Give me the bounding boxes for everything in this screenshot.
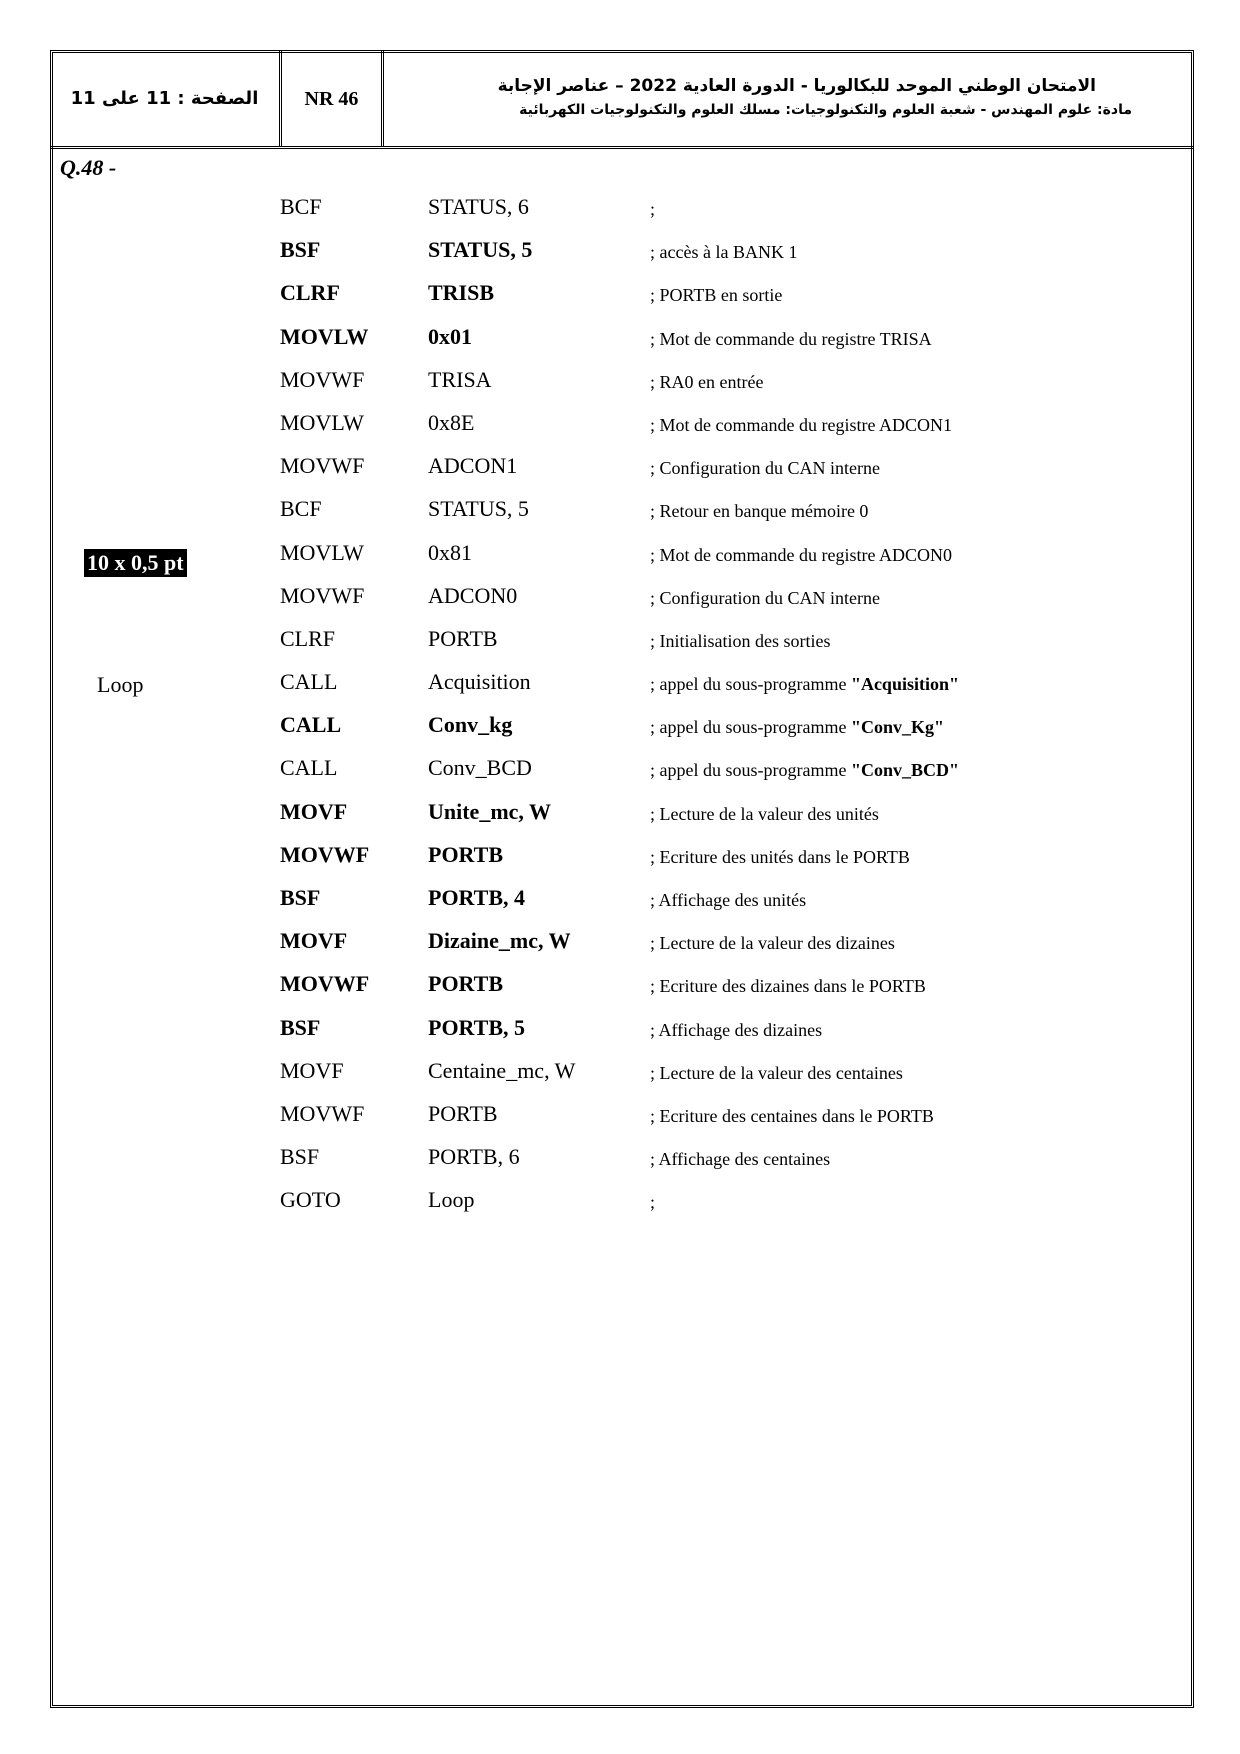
instruction-comment xyxy=(650,500,868,522)
page-number: الصفحة : 11 على 11 xyxy=(70,88,259,109)
instruction-comment xyxy=(650,241,797,263)
instruction-mnemonic: CLRF xyxy=(280,625,336,651)
instruction-comment xyxy=(650,1148,830,1170)
comment-text: ; Affichage des dizaines xyxy=(650,1019,823,1040)
code-line xyxy=(0,194,1240,237)
assembly-listing xyxy=(0,194,1240,1231)
instruction-comment xyxy=(650,1019,822,1041)
comment-text: ; xyxy=(650,1192,656,1213)
code-line xyxy=(0,755,1240,798)
exam-title: الامتحان الوطني الموحد للبكالوريا - الدورة العادية 2022 – عناصر الإجابة xyxy=(497,76,1096,96)
comment-text: ; RA0 en entrée xyxy=(650,371,764,392)
comment-text: ; Configuration du CAN interne xyxy=(650,587,880,608)
instruction-mnemonic: BCF xyxy=(280,194,322,219)
instruction-comment xyxy=(650,673,959,695)
instruction-operand: Dizaine_mc, W xyxy=(428,928,571,954)
instruction-operand: PORTB xyxy=(428,971,504,997)
instruction-mnemonic: BSF xyxy=(280,885,321,910)
code-line xyxy=(0,626,1240,669)
code-line xyxy=(0,453,1240,496)
code-line xyxy=(0,496,1240,539)
instruction-mnemonic: MOVWF xyxy=(280,1100,365,1126)
instruction-comment xyxy=(650,846,910,868)
instruction-mnemonic: MOVWF xyxy=(280,453,365,479)
code-line xyxy=(0,410,1240,453)
comment-text: ; Ecriture des dizaines dans le PORTB xyxy=(650,976,926,997)
instruction-mnemonic: BCF xyxy=(280,496,322,522)
comment-text: ; appel du sous-programme xyxy=(650,674,851,695)
instruction-operand: PORTB xyxy=(428,1100,498,1126)
instruction-mnemonic: CLRF xyxy=(280,280,340,306)
code-line xyxy=(0,842,1240,885)
code-line xyxy=(0,1144,1240,1187)
instruction-comment xyxy=(650,889,806,911)
instruction-comment xyxy=(650,932,895,954)
instruction-mnemonic: MOVLW xyxy=(280,539,364,565)
comment-text: ; Ecriture des centaines dans le PORTB xyxy=(650,1105,934,1126)
instruction-operand: 0x01 xyxy=(428,323,472,349)
comment-subroutine-name: "Conv_BCD" xyxy=(850,760,959,781)
instruction-operand: STATUS, 6 xyxy=(428,194,529,219)
instruction-mnemonic: MOVF xyxy=(280,798,348,824)
instruction-mnemonic: MOVWF xyxy=(280,366,365,392)
header xyxy=(50,50,1194,149)
instruction-comment xyxy=(650,587,880,609)
comment-text: ; PORTB en sortie xyxy=(650,285,783,306)
instruction-mnemonic: MOVLW xyxy=(280,409,364,435)
comment-text: ; Configuration du CAN interne xyxy=(650,458,880,479)
code-line xyxy=(0,1015,1240,1058)
instruction-operand: ADCON0 xyxy=(428,582,518,608)
comment-text: ; appel du sous-programme xyxy=(650,760,851,781)
instruction-mnemonic: BSF xyxy=(280,1144,320,1170)
instruction-operand: STATUS, 5 xyxy=(428,496,529,522)
instruction-operand: Acquisition xyxy=(428,669,531,695)
instruction-comment xyxy=(650,1062,903,1084)
comment-text: ; Initialisation des sorties xyxy=(650,630,831,651)
code-line xyxy=(0,280,1240,323)
instruction-operand: Unite_mc, W xyxy=(428,798,552,824)
instruction-operand: PORTB, 5 xyxy=(428,1014,526,1040)
instruction-operand: PORTB, 4 xyxy=(428,885,526,910)
comment-text: ; accès à la BANK 1 xyxy=(650,242,798,263)
instruction-comment xyxy=(650,198,655,220)
instruction-mnemonic: MOVWF xyxy=(280,841,370,867)
instruction-operand: STATUS, 5 xyxy=(428,237,533,263)
code-line xyxy=(0,237,1240,280)
code-line xyxy=(0,669,1240,712)
header-title-cell xyxy=(384,50,1194,146)
instruction-comment xyxy=(650,457,880,479)
comment-text: ; Lecture de la valeur des centaines xyxy=(650,1062,903,1083)
instruction-mnemonic: GOTO xyxy=(280,1187,341,1213)
comment-text: ; Lecture de la valeur des dizaines xyxy=(650,933,895,954)
instruction-operand: 0x81 xyxy=(428,539,472,565)
code-line xyxy=(0,324,1240,367)
instruction-mnemonic: MOVF xyxy=(280,1057,344,1083)
comment-text: ; Affichage des centaines xyxy=(650,1149,831,1170)
exam-subject: مادة: علوم المهندس - شعبة العلوم والتكنولوجيات: مسلك العلوم والتكنولوجيات الكهربائية xyxy=(519,102,1132,118)
code-line xyxy=(0,928,1240,971)
instruction-operand: PORTB xyxy=(428,841,504,867)
comment-text: ; appel du sous-programme xyxy=(650,717,851,738)
instruction-mnemonic: MOVWF xyxy=(280,971,370,997)
instruction-comment xyxy=(650,414,952,436)
comment-text: ; Retour en banque mémoire 0 xyxy=(650,501,869,522)
instruction-operand: Centaine_mc, W xyxy=(428,1057,576,1083)
instruction-comment xyxy=(650,975,926,997)
instruction-mnemonic: CALL xyxy=(280,755,338,781)
instruction-mnemonic: MOVF xyxy=(280,928,348,954)
loop-label: Loop xyxy=(97,672,144,697)
instruction-mnemonic: BSF xyxy=(280,1014,321,1040)
code-line xyxy=(0,885,1240,928)
instruction-comment xyxy=(650,759,959,781)
code-line xyxy=(0,1101,1240,1144)
score-badge: 10 x 0,5 pt xyxy=(84,549,187,577)
instruction-operand: 0x8E xyxy=(428,409,475,435)
instruction-operand: TRISB xyxy=(428,280,495,306)
question-label: Q.48 - xyxy=(60,155,117,180)
comment-text: ; Mot de commande du registre TRISA xyxy=(650,328,932,349)
instruction-mnemonic: CALL xyxy=(280,712,342,738)
comment-text: ; xyxy=(650,199,656,219)
instruction-comment xyxy=(650,803,879,825)
comment-text: ; Mot de commande du registre ADCON0 xyxy=(650,544,952,565)
instruction-operand: Conv_BCD xyxy=(428,755,532,781)
instruction-operand: Conv_kg xyxy=(428,712,513,738)
instruction-operand: Loop xyxy=(428,1187,475,1213)
comment-text: ; Ecriture des unités dans le PORTB xyxy=(650,846,910,867)
instruction-comment xyxy=(650,630,830,652)
code-line xyxy=(0,583,1240,626)
comment-subroutine-name: "Acquisition" xyxy=(850,674,959,695)
exam-code: NR 46 xyxy=(304,88,359,110)
comment-text: ; Lecture de la valeur des unités xyxy=(650,803,879,824)
code-line xyxy=(0,799,1240,842)
header-page-cell xyxy=(50,50,282,146)
code-line xyxy=(0,1058,1240,1101)
instruction-comment xyxy=(650,371,763,393)
instruction-operand: PORTB, 6 xyxy=(428,1144,520,1170)
instruction-mnemonic: BSF xyxy=(280,237,321,263)
instruction-operand: TRISA xyxy=(428,366,492,392)
comment-text: ; Affichage des unités xyxy=(650,890,807,910)
comment-subroutine-name: "Conv_Kg" xyxy=(850,717,944,738)
instruction-operand: ADCON1 xyxy=(428,453,518,479)
comment-text: ; Mot de commande du registre ADCON1 xyxy=(650,414,952,435)
instruction-comment xyxy=(650,284,782,306)
code-line xyxy=(0,712,1240,755)
instruction-comment xyxy=(650,1105,934,1127)
header-code-cell xyxy=(282,50,384,146)
instruction-mnemonic: CALL xyxy=(280,669,338,695)
instruction-mnemonic: MOVWF xyxy=(280,582,365,608)
code-line xyxy=(0,367,1240,410)
instruction-operand: PORTB xyxy=(428,625,498,651)
instruction-comment xyxy=(650,328,932,350)
code-line xyxy=(0,971,1240,1014)
code-line xyxy=(0,1187,1240,1230)
instruction-comment xyxy=(650,1191,655,1213)
instruction-comment xyxy=(650,716,944,738)
instruction-mnemonic: MOVLW xyxy=(280,323,369,349)
instruction-comment xyxy=(650,544,952,566)
code-line xyxy=(0,540,1240,583)
